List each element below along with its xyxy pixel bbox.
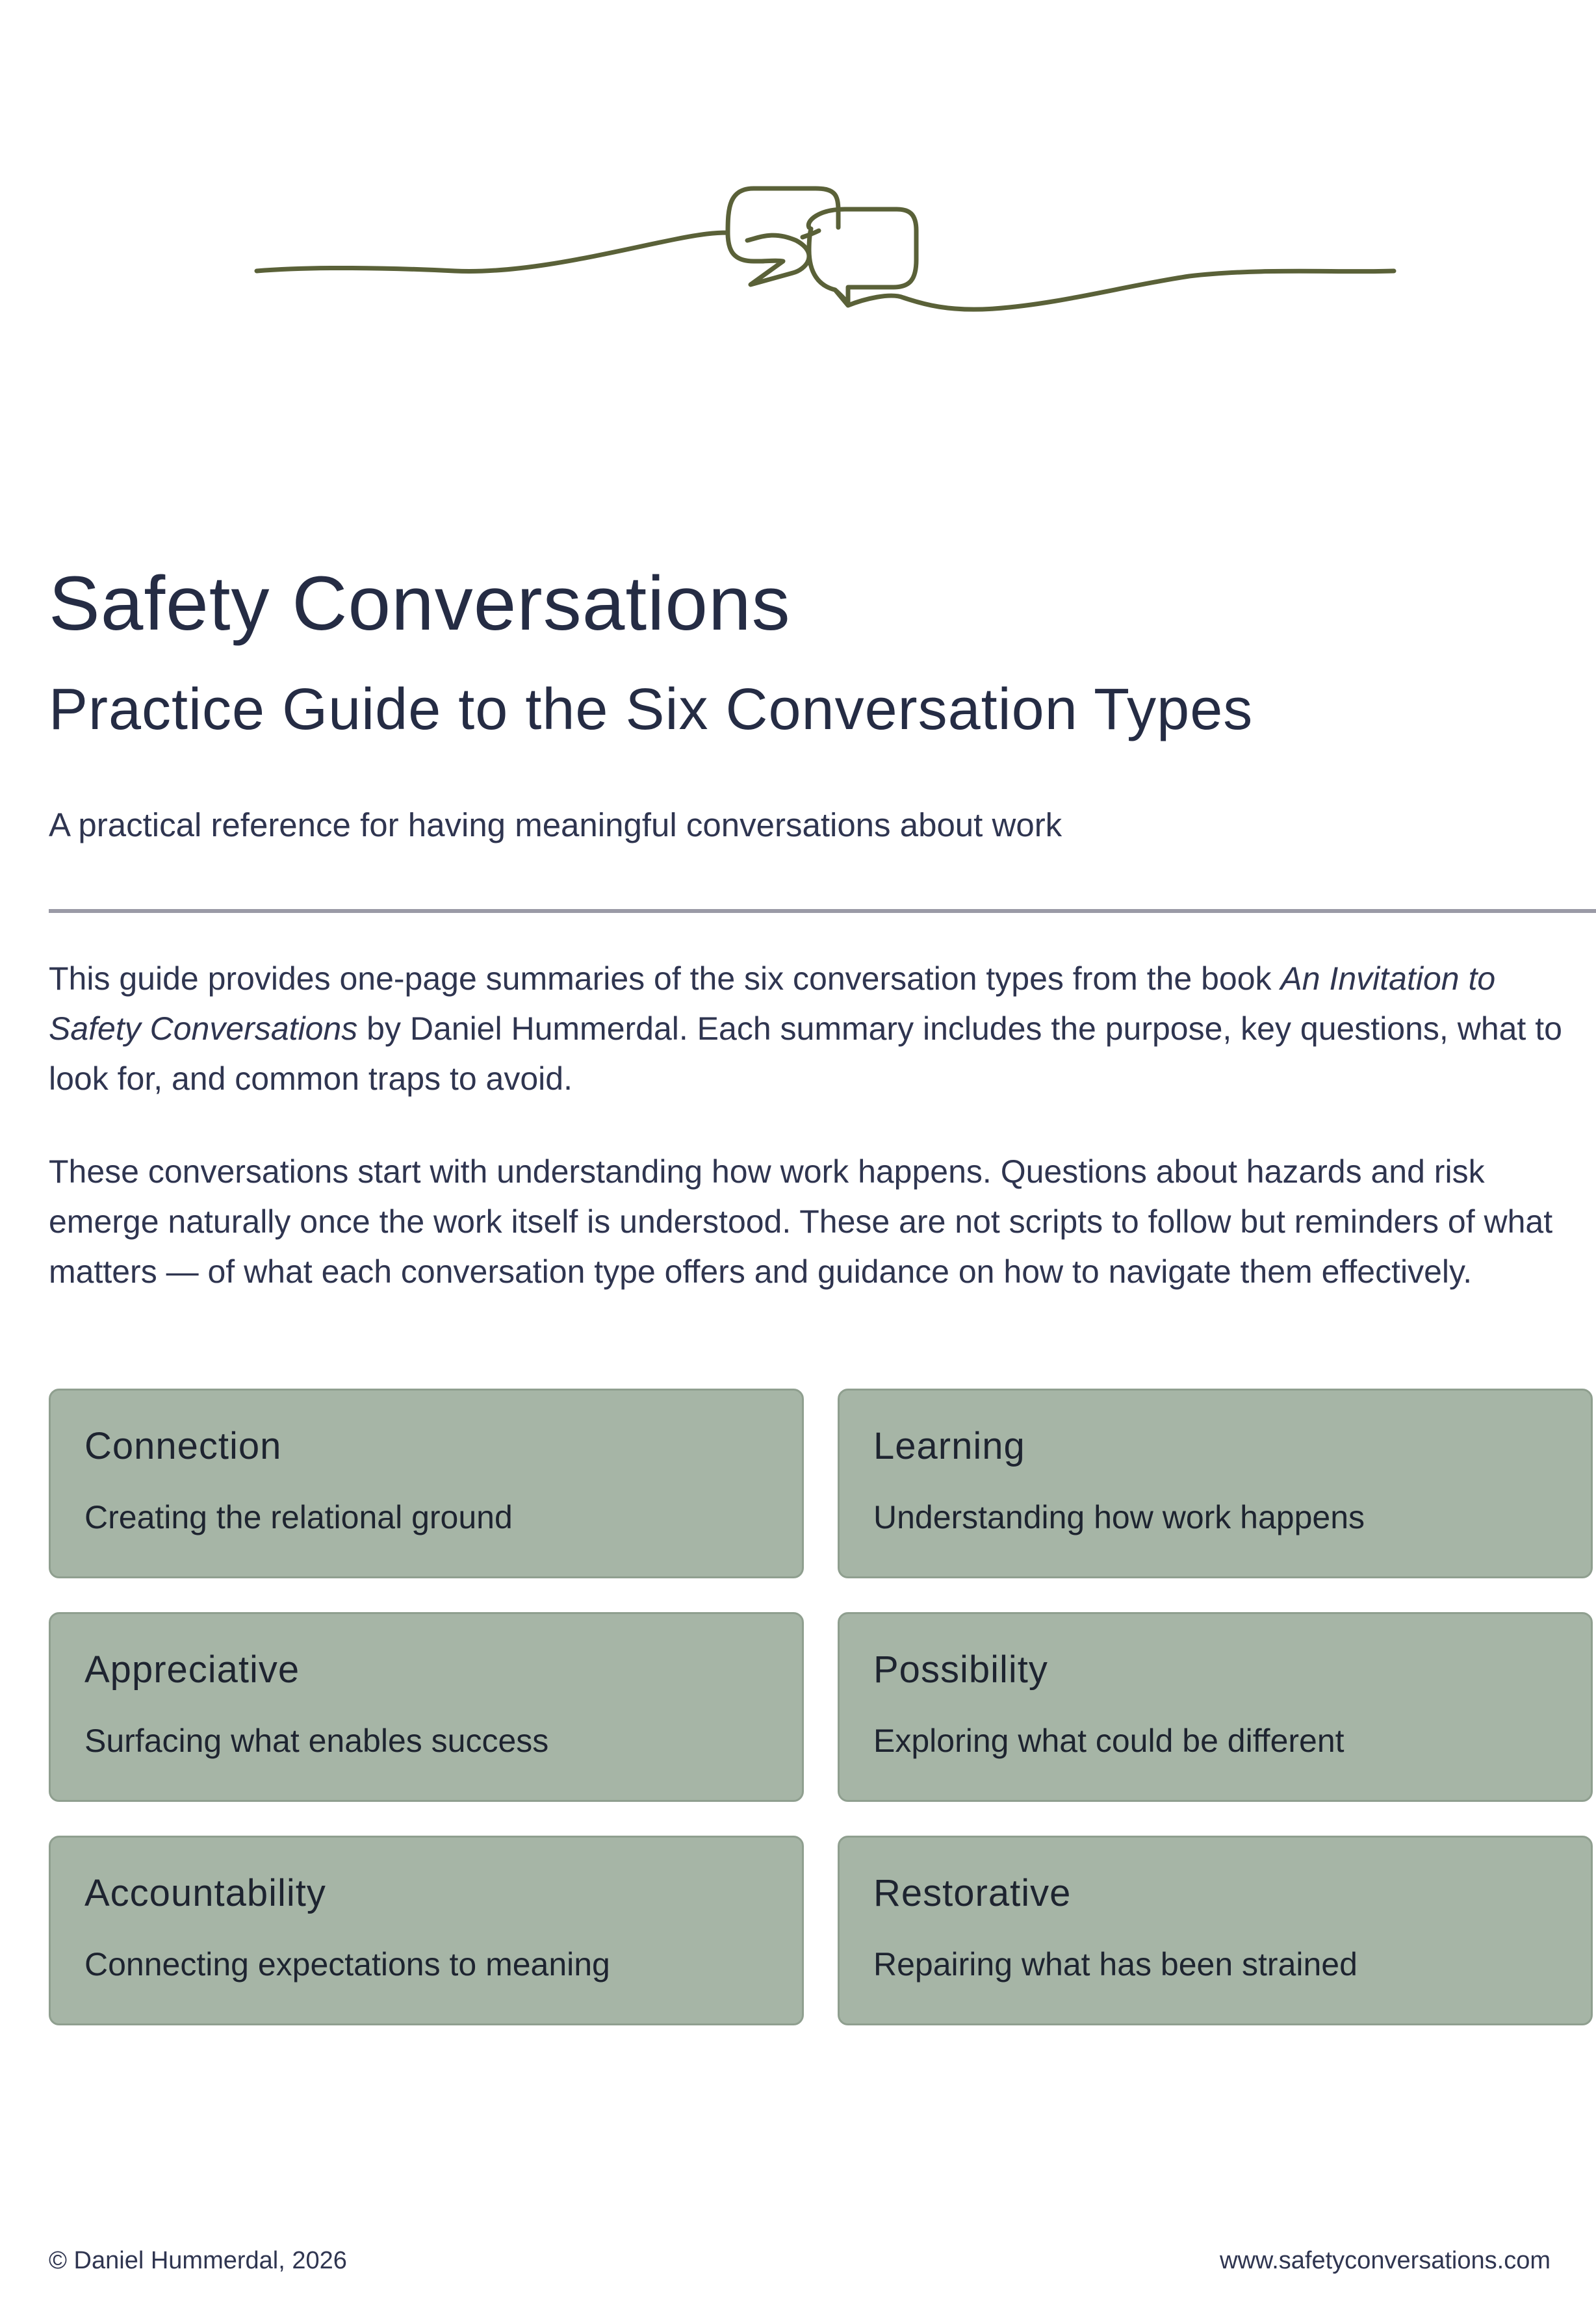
footer-website-link[interactable]: www.safetyconversations.com (1220, 2247, 1551, 2274)
card-title: Appreciative (84, 1649, 300, 1691)
card-title: Restorative (873, 1872, 1072, 1914)
card-description: Surfacing what enables success (84, 1723, 549, 1759)
card-title: Possibility (873, 1649, 1048, 1691)
card-connection (49, 1389, 804, 1578)
card-title: Connection (84, 1425, 282, 1467)
intro-text-start: This guide provides one-page summaries of the six conversation types from the book (49, 960, 1281, 997)
card-learning (838, 1389, 1593, 1578)
page-title: Safety Conversations (49, 561, 791, 647)
tagline: A practical reference for having meaningful conversations about work (49, 806, 1062, 843)
footer-copyright: © Daniel Hummerdal, 2026 (49, 2247, 347, 2274)
intro-paragraph (49, 954, 1569, 1104)
card-appreciative (49, 1612, 804, 1802)
page-subtitle: Practice Guide to the Six Conversation Types (49, 677, 1254, 742)
card-title: Learning (873, 1425, 1025, 1467)
card-accountability (49, 1836, 804, 2025)
card-restorative (838, 1836, 1593, 2025)
book-title: An Invitation to Safety Conversations (49, 960, 1496, 1047)
divider (49, 909, 1596, 913)
card-title: Accountability (84, 1872, 326, 1914)
intro-text-end: by Daniel Hummerdal. Each summary includes the purpose, key questions, what to look for, and common traps to avoid. (49, 1010, 1562, 1097)
speech-bubbles-line-icon (247, 175, 1404, 331)
card-description: Understanding how work happens (873, 1499, 1365, 1535)
card-description: Creating the relational ground (84, 1499, 513, 1535)
card-description: Exploring what could be different (873, 1723, 1345, 1759)
card-description: Repairing what has been strained (873, 1946, 1358, 1983)
intro-paragraph-2: These conversations start with understanding how work happens. Questions about hazards and risk emerge naturally once the work itself is understood. These are not scripts to follow but reminders of what matters — of what each conversation type offers and guidance on how to navigate them effectively. (49, 1153, 1553, 1290)
card-description: Connecting expectations to meaning (84, 1946, 610, 1983)
card-possibility (838, 1612, 1593, 1802)
